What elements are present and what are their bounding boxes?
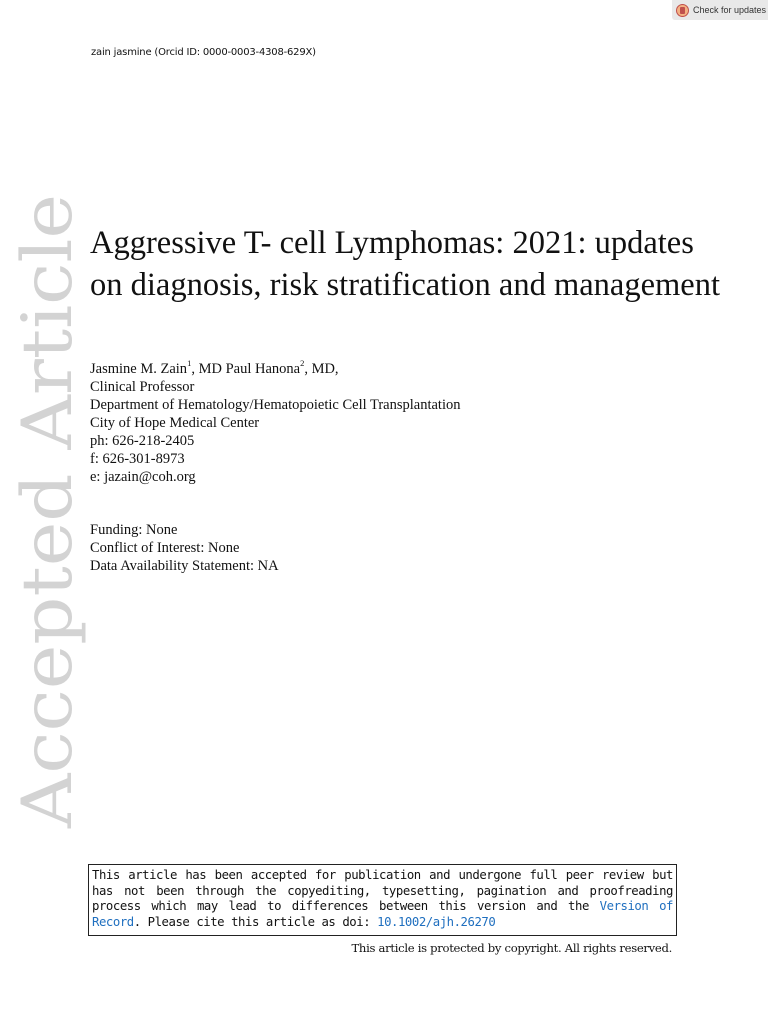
version-of-record-link[interactable]: Version of Record — [92, 899, 673, 929]
author-phone: ph: 626-218-2405 — [90, 433, 195, 449]
watermark-text: Accepted Article — [8, 247, 88, 828]
check-for-updates-button[interactable] — [672, 0, 768, 20]
check-for-updates-label: Check for updates — [693, 5, 767, 15]
accepted-article-watermark — [8, 192, 88, 832]
author-position: Clinical Professor — [90, 379, 195, 395]
author-2-affiliation-mark: 2 — [300, 358, 305, 369]
author-2-name: Paul Hanona — [221, 361, 301, 377]
data-availability-statement: Data Availability Statement: NA — [90, 558, 279, 574]
notice-text-middle: . Please cite this article as doi: — [133, 914, 378, 929]
conflict-of-interest-statement: Conflict of Interest: None — [90, 540, 240, 556]
author-fax: f: 626-301-8973 — [90, 451, 185, 467]
funding-statement: Funding: None — [90, 522, 178, 538]
author-1-name: Jasmine M. Zain — [90, 361, 188, 377]
crossmark-icon — [676, 4, 689, 17]
author-institution: City of Hope Medical Center — [90, 415, 260, 431]
copyright-notice: This article is protected by copyright. All rights reserved. — [351, 941, 672, 955]
statements-block — [90, 521, 690, 575]
author-block — [90, 360, 690, 486]
author-1-degree: , MD — [191, 361, 222, 377]
doi-link[interactable]: 10.1002/ajh.26270 — [377, 914, 496, 929]
author-department: Department of Hematology/Hematopoietic Cell Transplantation — [90, 397, 461, 413]
author-1-affiliation-mark: 1 — [187, 358, 192, 369]
author-line — [90, 360, 690, 378]
accepted-article-notice — [88, 864, 677, 936]
orcid-line: zain jasmine (Orcid ID: 0000-0003-4308-629X) — [91, 47, 316, 58]
author-2-degree: , MD, — [304, 361, 339, 377]
notice-text-before-link: This article has been accepted for publication and undergone full peer review but has not been through the copyediting, typesetting, pagination and proofreading process which may lead to differences between this version and the — [92, 868, 673, 913]
author-email: e: jazain@coh.org — [90, 469, 196, 485]
article-title: Aggressive T- cell Lymphomas: 2021: updates on diagnosis, risk stratification and management — [90, 225, 720, 303]
